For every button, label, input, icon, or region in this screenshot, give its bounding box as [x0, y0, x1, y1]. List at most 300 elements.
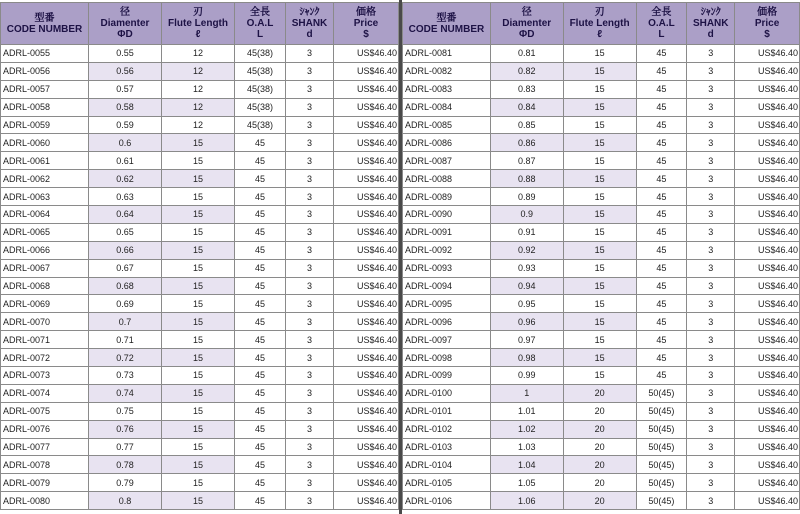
flute-length-cell: 15 — [162, 206, 235, 224]
code-cell: ADRL-0063 — [1, 188, 89, 206]
code-cell: ADRL-0093 — [403, 259, 491, 277]
diameter-cell: 0.79 — [89, 474, 162, 492]
diameter-cell: 0.69 — [89, 295, 162, 313]
shank-cell: 3 — [687, 206, 735, 224]
oal-cell: 45 — [636, 188, 687, 206]
flute-length-cell: 15 — [162, 152, 235, 170]
diameter-cell: 0.63 — [89, 188, 162, 206]
diameter-cell: 0.76 — [89, 420, 162, 438]
header-shank: ｼｬﾝｸ SHANK d — [687, 3, 735, 45]
header-shank: ｼｬﾝｸ SHANK d — [286, 3, 334, 45]
diameter-cell: 1.03 — [490, 438, 563, 456]
price-cell: US$46.40 — [334, 277, 399, 295]
table-row — [403, 259, 800, 277]
shank-cell: 3 — [286, 223, 334, 241]
diameter-cell: 0.77 — [89, 438, 162, 456]
price-cell: US$46.40 — [735, 277, 800, 295]
table-body — [1, 45, 399, 510]
shank-cell: 3 — [687, 277, 735, 295]
code-cell: ADRL-0101 — [403, 402, 491, 420]
oal-cell: 45 — [636, 349, 687, 367]
table-row — [1, 492, 399, 510]
shank-cell: 3 — [687, 62, 735, 80]
code-cell: ADRL-0061 — [1, 152, 89, 170]
oal-cell: 45(38) — [235, 62, 286, 80]
diameter-cell: 1.06 — [490, 492, 563, 510]
code-cell: ADRL-0073 — [1, 367, 89, 385]
oal-cell: 50(45) — [636, 384, 687, 402]
code-cell: ADRL-0104 — [403, 456, 491, 474]
price-cell: US$46.40 — [735, 116, 800, 134]
flute-length-cell: 20 — [563, 402, 636, 420]
price-cell: US$46.40 — [334, 384, 399, 402]
oal-cell: 45 — [636, 206, 687, 224]
diameter-cell: 0.97 — [490, 331, 563, 349]
code-cell: ADRL-0102 — [403, 420, 491, 438]
table-row — [1, 98, 399, 116]
shank-cell: 3 — [687, 384, 735, 402]
shank-cell: 3 — [687, 438, 735, 456]
flute-length-cell: 15 — [162, 170, 235, 188]
code-cell: ADRL-0057 — [1, 80, 89, 98]
table-row — [1, 438, 399, 456]
flute-length-cell: 15 — [162, 188, 235, 206]
shank-cell: 3 — [687, 223, 735, 241]
flute-length-cell: 15 — [162, 456, 235, 474]
oal-cell: 45(38) — [235, 116, 286, 134]
shank-cell: 3 — [286, 45, 334, 63]
code-cell: ADRL-0067 — [1, 259, 89, 277]
oal-cell: 45 — [235, 313, 286, 331]
diameter-cell: 0.78 — [89, 456, 162, 474]
table-row — [403, 98, 800, 116]
header-flute-length: 刃 Flute Length ℓ — [563, 3, 636, 45]
price-cell: US$46.40 — [735, 223, 800, 241]
oal-cell: 45 — [235, 223, 286, 241]
price-cell: US$46.40 — [735, 456, 800, 474]
price-cell: US$46.40 — [735, 438, 800, 456]
table-row — [1, 456, 399, 474]
table-row — [1, 134, 399, 152]
diameter-cell: 0.88 — [490, 170, 563, 188]
code-cell: ADRL-0071 — [1, 331, 89, 349]
shank-cell: 3 — [687, 420, 735, 438]
price-cell: US$46.40 — [735, 170, 800, 188]
table-row — [403, 420, 800, 438]
oal-cell: 45 — [235, 170, 286, 188]
flute-length-cell: 15 — [162, 295, 235, 313]
table-row — [1, 152, 399, 170]
diameter-cell: 0.6 — [89, 134, 162, 152]
flute-length-cell: 15 — [563, 188, 636, 206]
table-row — [403, 45, 800, 63]
oal-cell: 45 — [636, 80, 687, 98]
flute-length-cell: 12 — [162, 62, 235, 80]
code-cell: ADRL-0060 — [1, 134, 89, 152]
code-cell: ADRL-0092 — [403, 241, 491, 259]
flute-length-cell: 15 — [563, 98, 636, 116]
shank-cell: 3 — [286, 98, 334, 116]
code-cell: ADRL-0081 — [403, 45, 491, 63]
oal-cell: 50(45) — [636, 492, 687, 510]
flute-length-cell: 15 — [162, 492, 235, 510]
shank-cell: 3 — [286, 420, 334, 438]
oal-cell: 50(45) — [636, 438, 687, 456]
shank-cell: 3 — [286, 331, 334, 349]
table-row — [1, 45, 399, 63]
table-row — [403, 206, 800, 224]
code-cell: ADRL-0077 — [1, 438, 89, 456]
shank-cell: 3 — [286, 384, 334, 402]
table-row — [1, 259, 399, 277]
shank-cell: 3 — [687, 402, 735, 420]
shank-cell: 3 — [687, 152, 735, 170]
shank-cell: 3 — [687, 492, 735, 510]
table-row — [1, 80, 399, 98]
table-row — [403, 438, 800, 456]
code-cell: ADRL-0084 — [403, 98, 491, 116]
table-row — [1, 223, 399, 241]
price-cell: US$46.40 — [334, 349, 399, 367]
flute-length-cell: 15 — [162, 420, 235, 438]
oal-cell: 45 — [636, 170, 687, 188]
shank-cell: 3 — [286, 62, 334, 80]
price-cell: US$46.40 — [334, 62, 399, 80]
table-body — [403, 45, 800, 510]
price-cell: US$46.40 — [334, 474, 399, 492]
diameter-cell: 0.56 — [89, 62, 162, 80]
price-cell: US$46.40 — [735, 295, 800, 313]
diameter-cell: 0.89 — [490, 188, 563, 206]
price-cell: US$46.40 — [334, 116, 399, 134]
shank-cell: 3 — [286, 277, 334, 295]
table-row — [1, 331, 399, 349]
shank-cell: 3 — [687, 349, 735, 367]
code-cell: ADRL-0106 — [403, 492, 491, 510]
diameter-cell: 1 — [490, 384, 563, 402]
oal-cell: 45 — [636, 259, 687, 277]
flute-length-cell: 12 — [162, 45, 235, 63]
price-cell: US$46.40 — [334, 259, 399, 277]
shank-cell: 3 — [687, 116, 735, 134]
price-cell: US$46.40 — [334, 420, 399, 438]
oal-cell: 45 — [636, 295, 687, 313]
flute-length-cell: 15 — [563, 295, 636, 313]
diameter-cell: 0.93 — [490, 259, 563, 277]
diameter-cell: 0.85 — [490, 116, 563, 134]
diameter-cell: 0.9 — [490, 206, 563, 224]
oal-cell: 45 — [636, 116, 687, 134]
table-row — [403, 241, 800, 259]
oal-cell: 45 — [636, 45, 687, 63]
diameter-cell: 0.75 — [89, 402, 162, 420]
flute-length-cell: 20 — [563, 420, 636, 438]
price-cell: US$46.40 — [735, 349, 800, 367]
diameter-cell: 0.59 — [89, 116, 162, 134]
shank-cell: 3 — [286, 349, 334, 367]
oal-cell: 45 — [235, 152, 286, 170]
flute-length-cell: 15 — [162, 384, 235, 402]
diameter-cell: 0.99 — [490, 367, 563, 385]
shank-cell: 3 — [286, 295, 334, 313]
diameter-cell: 0.95 — [490, 295, 563, 313]
code-cell: ADRL-0082 — [403, 62, 491, 80]
code-cell: ADRL-0058 — [1, 98, 89, 116]
oal-cell: 45 — [235, 277, 286, 295]
diameter-cell: 0.82 — [490, 62, 563, 80]
flute-length-cell: 15 — [162, 367, 235, 385]
header-code: 型番 CODE NUMBER — [403, 3, 491, 45]
shank-cell: 3 — [286, 206, 334, 224]
table-row — [403, 474, 800, 492]
price-cell: US$46.40 — [334, 188, 399, 206]
code-cell: ADRL-0085 — [403, 116, 491, 134]
flute-length-cell: 12 — [162, 98, 235, 116]
oal-cell: 50(45) — [636, 402, 687, 420]
diameter-cell: 0.65 — [89, 223, 162, 241]
price-cell: US$46.40 — [334, 206, 399, 224]
flute-length-cell: 15 — [563, 62, 636, 80]
shank-cell: 3 — [687, 367, 735, 385]
shank-cell: 3 — [286, 456, 334, 474]
flute-length-cell: 15 — [563, 45, 636, 63]
flute-length-cell: 15 — [162, 259, 235, 277]
flute-length-cell: 15 — [563, 206, 636, 224]
table-row — [403, 295, 800, 313]
diameter-cell: 0.98 — [490, 349, 563, 367]
shank-cell: 3 — [286, 152, 334, 170]
code-cell: ADRL-0070 — [1, 313, 89, 331]
flute-length-cell: 15 — [563, 331, 636, 349]
table-row — [403, 331, 800, 349]
table-row — [403, 170, 800, 188]
diameter-cell: 0.92 — [490, 241, 563, 259]
oal-cell: 45 — [235, 206, 286, 224]
spec-table-left — [0, 2, 399, 510]
shank-cell: 3 — [286, 402, 334, 420]
price-cell: US$46.40 — [334, 295, 399, 313]
diameter-cell: 0.96 — [490, 313, 563, 331]
table-row — [403, 492, 800, 510]
shank-cell: 3 — [286, 259, 334, 277]
code-cell: ADRL-0069 — [1, 295, 89, 313]
table-row — [403, 116, 800, 134]
price-cell: US$46.40 — [735, 384, 800, 402]
oal-cell: 45(38) — [235, 98, 286, 116]
table-row — [403, 62, 800, 80]
code-cell: ADRL-0066 — [1, 241, 89, 259]
price-cell: US$46.40 — [334, 402, 399, 420]
price-cell: US$46.40 — [334, 45, 399, 63]
code-cell: ADRL-0088 — [403, 170, 491, 188]
table-row — [1, 295, 399, 313]
spec-table-right — [402, 2, 800, 510]
flute-length-cell: 15 — [563, 170, 636, 188]
code-cell: ADRL-0089 — [403, 188, 491, 206]
diameter-cell: 0.67 — [89, 259, 162, 277]
price-cell: US$46.40 — [735, 420, 800, 438]
oal-cell: 45 — [235, 420, 286, 438]
table-row — [1, 474, 399, 492]
oal-cell: 45 — [235, 367, 286, 385]
table-row — [403, 277, 800, 295]
diameter-cell: 0.7 — [89, 313, 162, 331]
code-cell: ADRL-0098 — [403, 349, 491, 367]
code-cell: ADRL-0078 — [1, 456, 89, 474]
diameter-cell: 0.62 — [89, 170, 162, 188]
shank-cell: 3 — [687, 259, 735, 277]
shank-cell: 3 — [286, 188, 334, 206]
diameter-cell: 0.61 — [89, 152, 162, 170]
flute-length-cell: 20 — [563, 438, 636, 456]
oal-cell: 45 — [235, 384, 286, 402]
code-cell: ADRL-0064 — [1, 206, 89, 224]
diameter-cell: 0.81 — [490, 45, 563, 63]
shank-cell: 3 — [286, 170, 334, 188]
diameter-cell: 1.02 — [490, 420, 563, 438]
shank-cell: 3 — [687, 45, 735, 63]
shank-cell: 3 — [687, 241, 735, 259]
diameter-cell: 0.55 — [89, 45, 162, 63]
price-cell: US$46.40 — [735, 474, 800, 492]
shank-cell: 3 — [286, 134, 334, 152]
flute-length-cell: 12 — [162, 116, 235, 134]
price-cell: US$46.40 — [334, 134, 399, 152]
table-row — [403, 152, 800, 170]
header-price: 価格 Price $ — [735, 3, 800, 45]
code-cell: ADRL-0087 — [403, 152, 491, 170]
price-cell: US$46.40 — [735, 241, 800, 259]
oal-cell: 45 — [636, 367, 687, 385]
diameter-cell: 1.01 — [490, 402, 563, 420]
code-cell: ADRL-0090 — [403, 206, 491, 224]
price-cell: US$46.40 — [735, 134, 800, 152]
table-row — [403, 313, 800, 331]
flute-length-cell: 15 — [563, 80, 636, 98]
price-cell: US$46.40 — [735, 80, 800, 98]
price-cell: US$46.40 — [334, 492, 399, 510]
table-row — [1, 367, 399, 385]
shank-cell: 3 — [687, 188, 735, 206]
diameter-cell: 1.05 — [490, 474, 563, 492]
header-price: 価格 Price $ — [334, 3, 399, 45]
code-cell: ADRL-0097 — [403, 331, 491, 349]
price-cell: US$46.40 — [735, 367, 800, 385]
shank-cell: 3 — [286, 80, 334, 98]
oal-cell: 45 — [636, 223, 687, 241]
code-cell: ADRL-0103 — [403, 438, 491, 456]
flute-length-cell: 15 — [162, 349, 235, 367]
table-row — [1, 116, 399, 134]
shank-cell: 3 — [687, 134, 735, 152]
table-row — [1, 349, 399, 367]
price-cell: US$46.40 — [735, 62, 800, 80]
oal-cell: 45 — [235, 438, 286, 456]
diameter-cell: 0.87 — [490, 152, 563, 170]
oal-cell: 45(38) — [235, 45, 286, 63]
flute-length-cell: 15 — [162, 331, 235, 349]
diameter-cell: 0.68 — [89, 277, 162, 295]
shank-cell: 3 — [286, 492, 334, 510]
table-row — [1, 402, 399, 420]
price-cell: US$46.40 — [334, 456, 399, 474]
price-cell: US$46.40 — [334, 152, 399, 170]
header-oal: 全長 O.A.L L — [636, 3, 687, 45]
diameter-cell: 0.57 — [89, 80, 162, 98]
table-row — [403, 134, 800, 152]
code-cell: ADRL-0074 — [1, 384, 89, 402]
price-cell: US$46.40 — [334, 313, 399, 331]
flute-length-cell: 15 — [563, 367, 636, 385]
oal-cell: 45 — [636, 62, 687, 80]
table-row — [1, 313, 399, 331]
oal-cell: 45 — [235, 492, 286, 510]
table-row — [1, 188, 399, 206]
diameter-cell: 0.86 — [490, 134, 563, 152]
oal-cell: 45 — [235, 241, 286, 259]
price-cell: US$46.40 — [334, 80, 399, 98]
code-cell: ADRL-0094 — [403, 277, 491, 295]
oal-cell: 45 — [636, 134, 687, 152]
flute-length-cell: 15 — [563, 259, 636, 277]
code-cell: ADRL-0068 — [1, 277, 89, 295]
flute-length-cell: 20 — [563, 456, 636, 474]
flute-length-cell: 15 — [563, 277, 636, 295]
diameter-cell: 0.71 — [89, 331, 162, 349]
diameter-cell: 0.66 — [89, 241, 162, 259]
flute-length-cell: 15 — [162, 402, 235, 420]
shank-cell: 3 — [687, 456, 735, 474]
flute-length-cell: 15 — [162, 241, 235, 259]
oal-cell: 50(45) — [636, 456, 687, 474]
table-row — [1, 420, 399, 438]
diameter-cell: 0.74 — [89, 384, 162, 402]
oal-cell: 45 — [636, 98, 687, 116]
oal-cell: 45 — [636, 152, 687, 170]
price-cell: US$46.40 — [334, 223, 399, 241]
oal-cell: 45 — [235, 402, 286, 420]
code-cell: ADRL-0076 — [1, 420, 89, 438]
flute-length-cell: 15 — [162, 134, 235, 152]
code-cell: ADRL-0086 — [403, 134, 491, 152]
table-row — [1, 170, 399, 188]
table-row — [1, 277, 399, 295]
oal-cell: 50(45) — [636, 474, 687, 492]
code-cell: ADRL-0056 — [1, 62, 89, 80]
oal-cell: 45 — [235, 295, 286, 313]
diameter-cell: 0.73 — [89, 367, 162, 385]
oal-cell: 45 — [235, 134, 286, 152]
flute-length-cell: 15 — [563, 116, 636, 134]
shank-cell: 3 — [286, 116, 334, 134]
diameter-cell: 0.84 — [490, 98, 563, 116]
diameter-cell: 0.58 — [89, 98, 162, 116]
diameter-cell: 0.8 — [89, 492, 162, 510]
header-row — [403, 3, 800, 45]
shank-cell: 3 — [286, 313, 334, 331]
flute-length-cell: 15 — [563, 349, 636, 367]
flute-length-cell: 15 — [162, 474, 235, 492]
flute-length-cell: 20 — [563, 384, 636, 402]
oal-cell: 45 — [636, 277, 687, 295]
diameter-cell: 0.64 — [89, 206, 162, 224]
price-cell: US$46.40 — [334, 367, 399, 385]
shank-cell: 3 — [687, 313, 735, 331]
oal-cell: 45 — [636, 313, 687, 331]
code-cell: ADRL-0100 — [403, 384, 491, 402]
oal-cell: 45(38) — [235, 80, 286, 98]
header-diameter: 径 Diamenter ΦD — [89, 3, 162, 45]
